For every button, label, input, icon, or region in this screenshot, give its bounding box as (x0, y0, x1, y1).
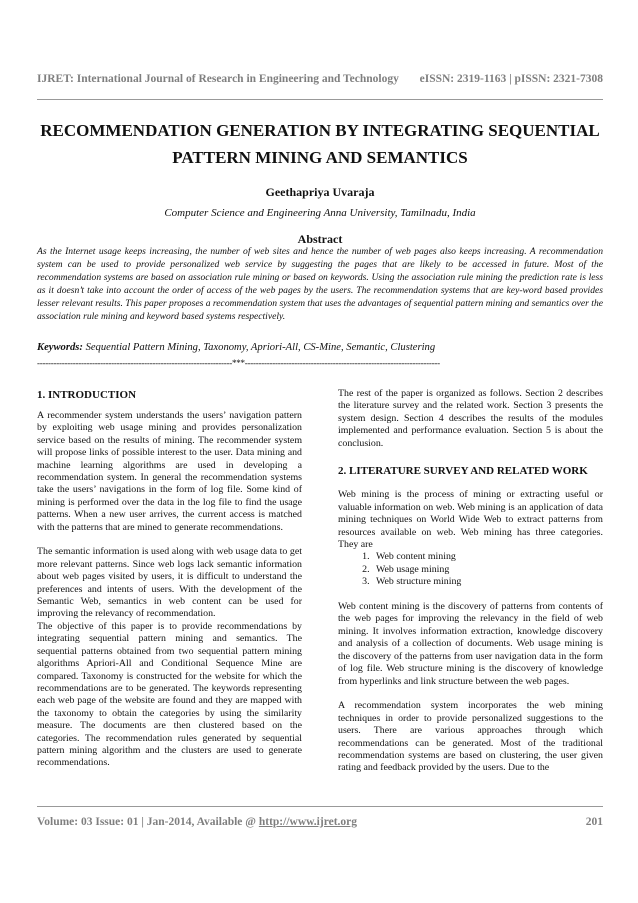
abstract-heading: Abstract (297, 232, 343, 246)
keywords-line (37, 342, 603, 353)
literature-survey-heading: 2. LITERATURE SURVEY AND RELATED WORK (338, 465, 588, 478)
journal-name: IJRET: International Journal of Research in Engineering and Technology (37, 73, 399, 85)
left-column (37, 388, 302, 782)
title-line-1: RECOMMENDATION GENERATION BY INTEGRATING SEQUENTIAL (40, 121, 600, 140)
page-footer (37, 816, 603, 828)
literature-paragraph-2: Web content mining is the discovery of patterns from contents of the web pages for improving the relevancy in the field of web mining. It involves information extraction, knowledge discovery and analysis of a collection of documents. Web usage mining is the discovery of the patterns from user navigation data in the form of log file. Web structure mining is the discovery of knowledge from hyperlinks and link structure between the web pages. (338, 601, 603, 687)
keywords-list: Sequential Pattern Mining, Taxonomy, Apriori-All, CS-Mine, Semantic, Clustering (85, 342, 436, 353)
footer-rule (37, 806, 603, 807)
author-affiliation: Computer Science and Engineering Anna University, Tamilnadu, India (164, 207, 476, 219)
intro-paragraph-1: A recommender system understands the users’ navigation pattern by exploiting web usage mining and provides personalization service based on the results of mining. The recommender system will propose links of possible interest to the user. Data mining and machine learning algorithms are used in developing a recommendation system. In general the recommendation systems take the users’ navigations in the form of log file. Some kind of mining is performed over the data in the log file to find the usage patterns. When a new user arrives, the current access is matched with the patterns that are mined to generate recommendations. (37, 410, 302, 533)
section-separator: -----------------------------------------------------------------------***----------------------------------------------------------------------- (37, 358, 440, 368)
intro-paragraph-3: The objective of this paper is to provide recommendations by integrating sequential pattern mining and semantics. The sequential patterns obtained from two sequential pattern mining algorithms Apriori-All and Conditional Sequence Mine are compared. Taxonomy is constructed for the website for which the recommendations are to be generated. The keywords representing each web page of the website are found and they are mapped with the taxonomy to obtain the categories by using the similarity measure. The documents are then clustered based on the categories. The recommendation rules generated by sequential pattern mining algorithm and the clusters are used to generate recommendations. (37, 620, 302, 769)
abstract-text: As the Internet usage keeps increasing, the number of web sites and hence the number of web pages also keeps increasing. A recommendation system can be used to provide personalized web service by suggesting the pages that are likely to be accessed in future. Most of the recommendation systems are based on association rule mining or based on keywords. Using the association rule mining the prediction rate is less as it doesn’t take into account the order of access of the web pages by the users. The recommendation systems that are key-word based provides lesser relevant results. This paper proposes a recommendation system that uses the advantages of sequential pattern mining and semantics over the association rule mining and keyword based systems respectively. (37, 246, 603, 322)
issn-info: eISSN: 2319-1163 | pISSN: 2321-7308 (419, 73, 603, 85)
keywords-label: Keywords: (37, 342, 83, 353)
organization-paragraph: The rest of the paper is organized as follows. Section 2 describes the literature survey and the related work. Section 3 presents the system design. Section 4 describes the results of the modules implemented and performance evaluation. Section 5 is about the conclusion. (338, 388, 603, 449)
running-header (37, 73, 603, 85)
web-mining-categories-list (338, 551, 603, 588)
right-column (338, 388, 603, 787)
intro-paragraph-2: The semantic information is used along with web usage data to get more relevant patterns. Since web logs lack semantic information about web pages visited by users, it is difficult to understand the preferences and intents of users. With the development of the Semantic Web, semantics in web content can be used for improving the relevancy of recommendation. (37, 546, 302, 620)
paper-title (37, 117, 603, 171)
journal-url-link[interactable]: http://www.ijret.org (258, 816, 358, 828)
list-item: 1. Web content mining (372, 551, 603, 563)
title-line-2: PATTERN MINING AND SEMANTICS (172, 148, 468, 167)
author-name: Geethapriya Uvaraja (265, 185, 375, 199)
literature-paragraph-1: Web mining is the process of mining or extracting useful or valuable information on web. Web mining is an application of data mining techniques on World Wide Web to extract patterns from resources available on web. Web mining has three categories. They are (338, 489, 603, 551)
literature-paragraph-3: A recommendation system incorporates the web mining techniques in order to provide personalized suggestions to the users. There are various approaches through which recommendations can be generated. Most of the traditional recommendation systems are based on clustering, the user given rating and feedback provided by the users. Due to the (338, 700, 603, 774)
footer-volume-info (37, 816, 357, 828)
list-item: 3. Web structure mining (372, 576, 603, 588)
volume-text: Volume: 03 Issue: 01 | Jan-2014, Available @ (37, 816, 259, 828)
introduction-heading: 1. INTRODUCTION (37, 389, 137, 401)
list-item: 2. Web usage mining (372, 564, 603, 576)
page-number: 201 (585, 816, 603, 828)
header-rule (37, 99, 603, 100)
